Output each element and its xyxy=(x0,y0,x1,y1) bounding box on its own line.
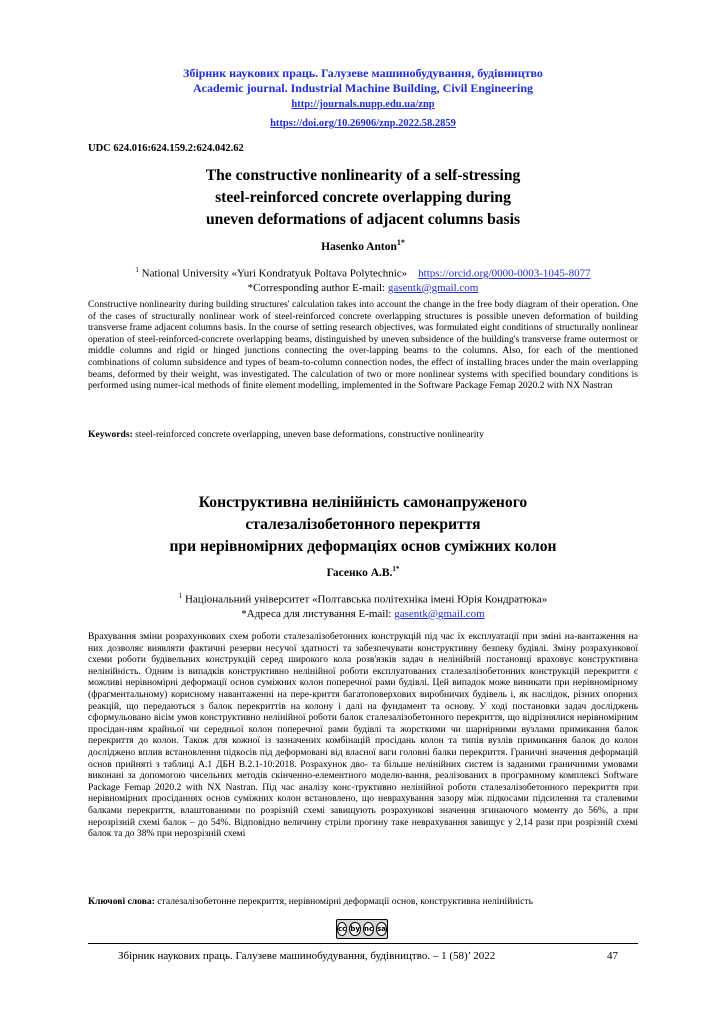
ukrainian-title xyxy=(88,492,638,558)
journal-url-link[interactable]: http://journals.nupp.edu.ua/znp xyxy=(291,99,435,110)
doi-link[interactable]: https://doi.org/10.26906/znp.2022.58.2859 xyxy=(270,118,456,129)
orcid-link[interactable]: https://orcid.org/0000-0003-1045-8077 xyxy=(418,267,591,280)
page-number: 47 xyxy=(607,950,618,962)
keywords-text: steel-reinforced concrete overlapping, uneven base deformations, constructive nonlinearity xyxy=(132,429,484,440)
corresponding-label: *Адреса для листування E-mail: xyxy=(241,607,395,620)
footer-journal-text: Збірник наукових праць. Галузеве машинобудування, будівництво. – 1 (58)’ 2022 xyxy=(118,950,496,962)
journal-header xyxy=(88,66,638,96)
keywords-label: Ключові слова: xyxy=(88,896,155,907)
footer-divider xyxy=(88,943,638,944)
ukrainian-keywords xyxy=(88,896,638,907)
english-keywords xyxy=(88,429,638,440)
author-superscript: 1* xyxy=(396,238,405,247)
email-link[interactable]: gasentk@gmail.com xyxy=(387,281,479,294)
article-page xyxy=(88,0,638,1024)
keywords-label: Keywords: xyxy=(88,429,133,440)
title-line: Конструктивна нелінійність самонапруженого xyxy=(198,494,528,511)
corresponding-label: *Corresponding author E-mail: xyxy=(247,281,388,294)
title-line: steel-reinforced concrete overlapping during xyxy=(215,189,511,206)
cc-icon: cc xyxy=(337,922,347,936)
title-line: uneven deformations of adjacent columns basis xyxy=(205,211,521,228)
author-superscript: 1* xyxy=(392,565,400,573)
email-link[interactable]: gasentk@gmail.com xyxy=(394,607,485,620)
keywords-text: сталезалізобетонне перекриття, нерівномірні деформації основ, конструктивна нелінійність xyxy=(154,896,533,907)
ukrainian-abstract: Врахування зміни розрахункових схем роботи сталезалізобетонних конструкцій під час їх експлуатації при зміні на-вантаження на них дозволяє виявляти фактичні резерви несучої здатності та забезпечувати конструктивну безпеку будівлі. Зміну розрахункової схеми роботи будівельних конструкцій серед широкого кола розв'язків задач в нелінійній постановці враховує конструктивна нелінійність. Одним із випадків конструктивно нелінійної роботи експлуатованих сталезалізобетонних конструкцій перекриття є можливі нерівномірні деформації основ суміжних колон поперечної рами будівлі. Цей випадок може виникати при нерівномірному (фрагментальному) корисному навантаженні на пере-криття багатоповерхових виробничих будівель і, як наслідок, різних опорних реакцій, що передаються з балок перекриттів на колону і далі на фундамент та основу. У ході постановки задач досліджень сформульовано вісім умов конструктивно нелінійної роботи балок сталезалізобетонного перекриття, що відрізнялися нерівномірним просідан-ням крайньої чи середньої колон поперечної рами будівлі та жорсткими чи шарнірними вузлами примикання балок перекриття до колон. Також для кожної із зазначених комбінацій просідань колон та типів вузлів примикання балок до колон досліджено вплив встановлення підкосів під деформовані від власної ваги головні балки перекриття. Граничні значення деформацій основ прийняті з таблиці А.1 ДБН В.2.1-10:2018. Розрахунок дво- та більше нелінійних систем із заданими граничними умовами виконані за допомогою чисельних методів скінченно-елементного моделю-вання, реалізованих в програмному комплексі Software Package Femap 2020.2 with NX Nastran. Під час аналізу конс-труктивно нелінійної роботи сталезалізобетонного перекриття при нерівномірних просіданнях основ суміжних колон встановлено, що неврахування зазору між підкосами підсилення та сталевими балками перекриття, влаштованими по розрізній схемі завищують розрахункові значення згинаючого моменту до 56%, а при нерозрізній схемі балок – до 54%. Відповідно величину стріли прогину таке неврахування завищує у 2,14 рази при розрізній схемі балок та до 38% при нерозрізній схемі xyxy=(88,631,638,840)
creative-commons-badge[interactable] xyxy=(336,919,388,939)
affiliation-name: Національний університет «Полтавська політехніка імені Юрія Кондратюка» xyxy=(182,593,548,606)
nc-icon: nc xyxy=(363,922,374,936)
journal-title-ua: Збірник наукових праць. Галузеве машинобудування, будівництво xyxy=(183,66,543,80)
affiliation-superscript: 1 xyxy=(135,266,139,274)
title-line: The constructive nonlinearity of a self-stressing xyxy=(205,167,521,184)
by-icon: by xyxy=(349,922,361,936)
author-name: Гасенко А.В. xyxy=(326,566,393,579)
udc-code: UDC 624.016:624.159.2:624.042.62 xyxy=(88,143,244,154)
english-author xyxy=(88,238,638,253)
sa-icon: sa xyxy=(376,922,387,936)
ukrainian-affiliation xyxy=(88,589,638,621)
author-name: Hasenko Anton xyxy=(321,240,397,253)
affiliation-superscript: 1 xyxy=(178,592,183,600)
journal-title-en: Academic journal. Industrial Machine Building, Civil Engineering xyxy=(192,81,534,95)
affiliation-name: National University «Yuri Kondratyuk Poltava Polytechnic» xyxy=(138,267,408,280)
title-line: сталезалізобетонного перекриття xyxy=(245,516,481,533)
english-abstract: Constructive nonlinearity during building structures' calculation takes into account the change in the free body diagram of their operation. One of the cases of structurally nonlinear work of steel-reinforced concrete overlapping structures is possible uneven deformation of building transverse frame adjacent columns basis. In the course of setting research objectives, was formulated eight conditions of structurally nonlinear operation of steel-reinforced-concrete overlapping beams, distinguished by uneven subsidence of the building's transverse frame outermost or middle columns and rigid or hinged junctions connecting the over-lapping beams to the columns. Also, for each of the mentioned combinations of column subsidence and types of beam-to-column connection nodes, the effect of installing braces under the main overlapping beams, deformed by their weight, was investigated. The calculation of two or more nonlinear systems with specified boundary conditions is performed using numer-ical methods of finite element modelling, implemented in the Software Package Femap 2020.2 with NX Nastran xyxy=(88,299,638,392)
ukrainian-author xyxy=(88,565,638,579)
english-affiliation xyxy=(88,263,638,295)
title-line: при нерівномірних деформаціях основ суміжних колон xyxy=(169,538,557,555)
english-title xyxy=(88,165,638,231)
